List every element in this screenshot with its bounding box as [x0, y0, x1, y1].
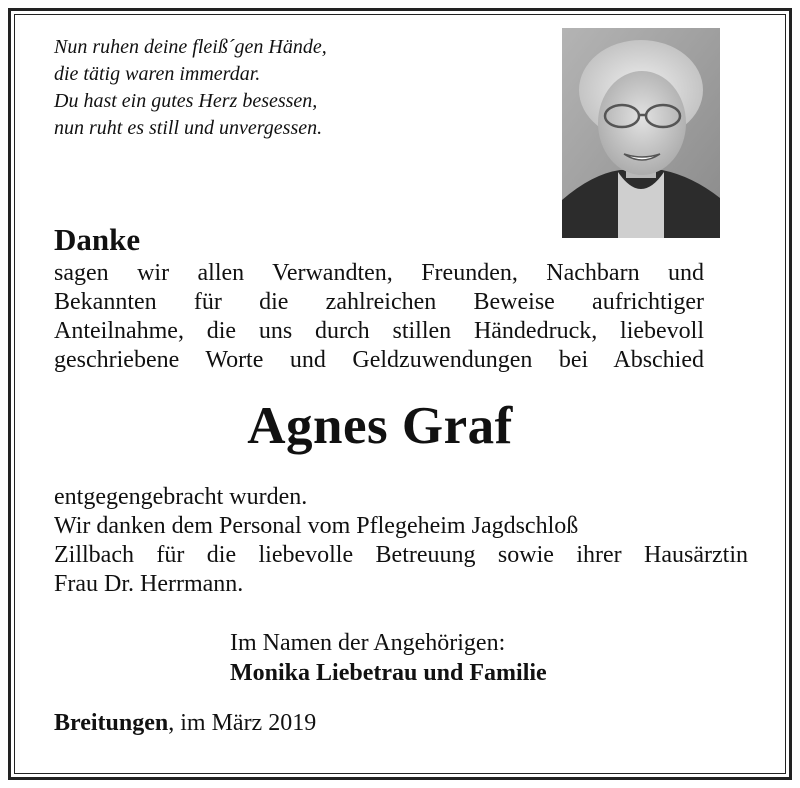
- poem-line: die tätig waren immerdar.: [54, 63, 261, 85]
- intro-paragraph: [54, 259, 704, 375]
- deceased-name: Agnes Graf: [247, 397, 513, 455]
- portrait-image: [562, 28, 720, 238]
- closing-paragraph: [54, 483, 748, 599]
- portrait-photo: [562, 28, 720, 238]
- intro-line: sagen wir allen Verwandten, Freunden, Nachbarn und: [54, 260, 704, 286]
- intro-line: Anteilnahme, die uns durch stillen Händedruck, liebevoll: [54, 318, 704, 344]
- signature-names: Monika Liebetrau und Familie: [230, 660, 547, 686]
- signature-intro: Im Namen der Angehörigen:: [230, 630, 506, 656]
- place-date: [54, 710, 316, 737]
- poem: [54, 34, 327, 142]
- heading-danke: Danke: [54, 222, 141, 257]
- closing-line: Zillbach für die liebevolle Betreuung sowie ihrer Hausärztin: [54, 542, 748, 568]
- closing-line: Wir danken dem Personal vom Pflegeheim Jagdschloß: [54, 513, 579, 539]
- poem-line: Du hast ein gutes Herz besessen,: [54, 90, 318, 112]
- intro-line: Bekannten für die zahlreichen Beweise aufrichtiger: [54, 289, 704, 315]
- poem-line: nun ruht es still und unvergessen.: [54, 117, 323, 139]
- closing-line: Frau Dr. Herrmann.: [54, 571, 244, 597]
- poem-line: Nun ruhen deine fleiß´gen Hände,: [54, 36, 327, 58]
- place-date-text: , im März 2019: [168, 710, 317, 736]
- closing-line: entgegengebracht wurden.: [54, 484, 308, 510]
- intro-line: geschriebene Worte und Geldzuwendungen bei Abschied: [54, 347, 704, 373]
- place-town: Breitungen: [54, 710, 169, 736]
- signature-block: [230, 628, 547, 688]
